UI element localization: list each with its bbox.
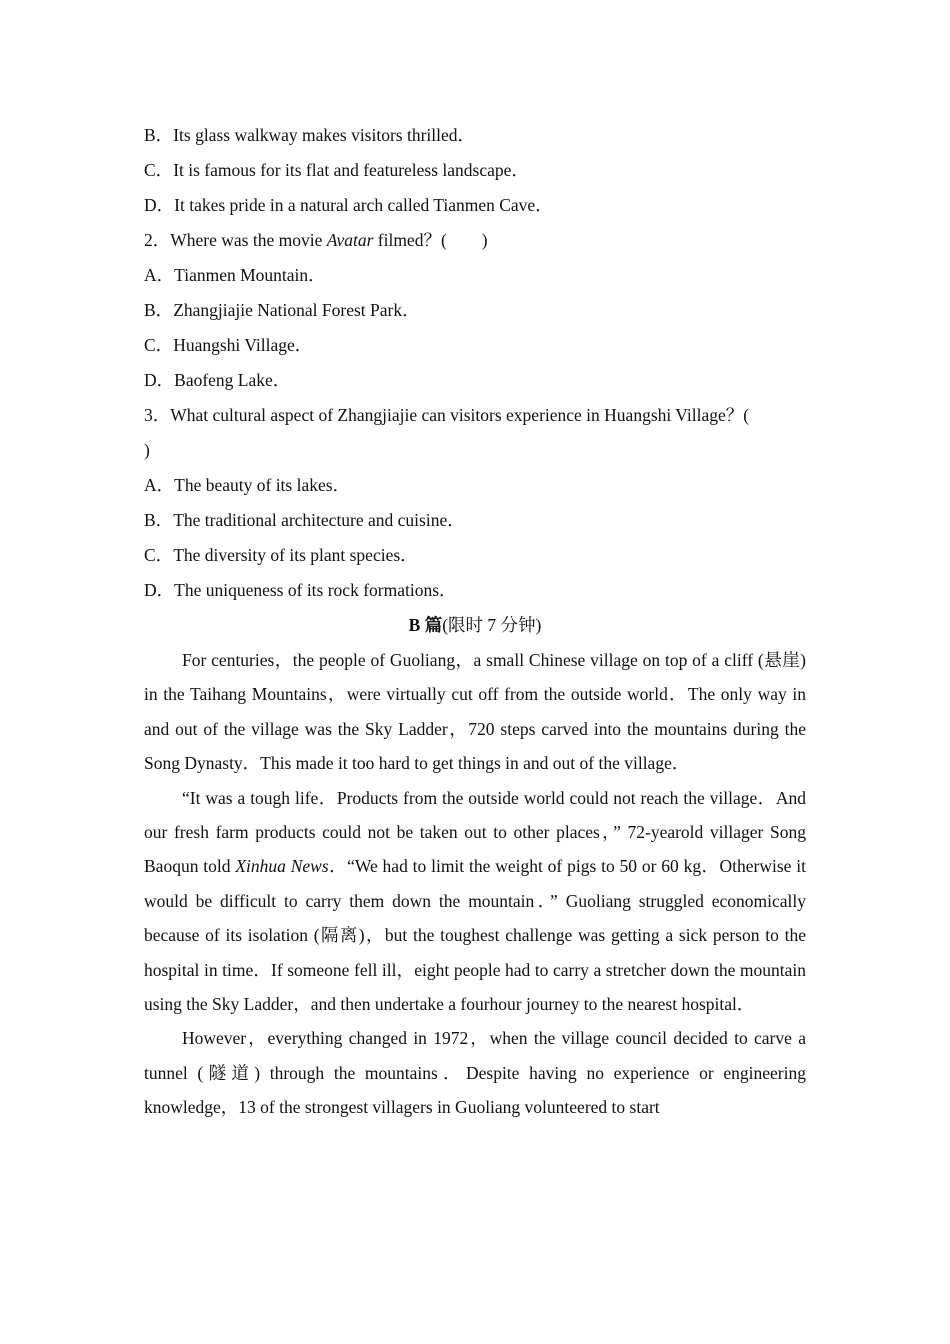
q3-option-d: D．The uniqueness of its rock formations．: [144, 580, 457, 600]
q3-option-a: A．The beauty of its lakes．: [144, 475, 351, 495]
q2-option-b: B．Zhangjiajie National Forest Park．: [144, 300, 420, 320]
q3-stem: 3．What cultural aspect of Zhangjiajie can visitors experience in Huangshi Village？(: [144, 405, 750, 425]
passage-paragraph-1: For centuries，the people of Guoliang，a small Chinese village on top of a cliff (悬崖) in the Taihang Mountains，were virtually cut off from the outside world．The only way in and out of the village was the Sky Ladder，720 steps carved into the mountains during the Song Dynasty．This made it too hard to get things in and out of the village．: [144, 650, 806, 774]
q1-option-d: D．It takes pride in a natural arch called Tianmen Cave．: [144, 195, 553, 215]
passage-paragraph-2: “It was a tough life．Products from the outside world could not reach the village．And our fresh farm products could not be taken out to other places，” 72-yearold villager Song Baoqun told Xinhua News．“We had to limit the weight of pigs to 50 or 60 kg．Otherwise it would be difficult to carry them down the mountain．” Guoliang struggled economically because of its isolation (隔离)，but the toughest challenge was getting a sick person to the hospital in time．If someone fell ill，eight people had to carry a stretcher down the mountain using the Sky Ladder，and then undertake a fourhour journey to the nearest hospital．: [144, 787, 806, 1015]
q2-stem: 2．Where was the movie Avatar filmed？( ): [144, 230, 488, 250]
news-source: Xinhua News: [235, 856, 329, 877]
movie-title: Avatar: [326, 230, 374, 250]
q3-option-c: C．The diversity of its plant species．: [144, 545, 418, 565]
passage-paragraph-3: However，everything changed in 1972，when the village council decided to carve a tunnel (隧道) through the mountains．Despite having no experience or engineering knowledge，13 of the strongest villagers in Guoliang volunteered to start: [144, 1028, 806, 1118]
q1-option-b: B．Its glass walkway makes visitors thrilled．: [144, 125, 476, 145]
q3-stem-end: ): [144, 440, 150, 460]
q1-option-c: C．It is famous for its flat and featureless landscape．: [144, 160, 529, 180]
q2-option-c: C．Huangshi Village．: [144, 335, 313, 355]
document-page: [144, 118, 806, 1125]
q2-option-d: D．Baofeng Lake．: [144, 370, 291, 390]
q3-option-b: B．The traditional architecture and cuisine．: [144, 510, 465, 530]
q2-option-a: A．Tianmen Mountain．: [144, 265, 326, 285]
section-heading: B 篇(限时 7 分钟): [408, 615, 542, 635]
